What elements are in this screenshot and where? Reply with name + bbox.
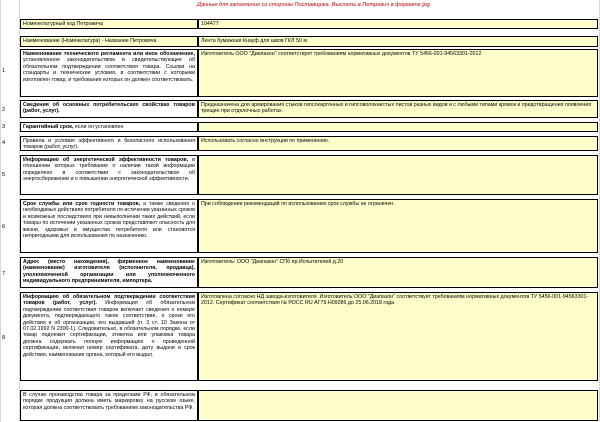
value-cell[interactable] — [198, 155, 598, 195]
value-cell[interactable]: Изготовлена согласно НД завода-изготовителя. Изготовитель ООО "Диапазон" соответствует требованиям нормативных документов ТУ 5456-001-94563301-2012. Сертификат соответствия № РОСС RU АГ79.Н09286 до 25.06.2018 года — [198, 292, 598, 381]
value-cell[interactable]: Изготовитель: ООО "Диапазон" СПб пр.Испытателей д.20 — [198, 257, 598, 288]
row-number: 2 — [2, 107, 6, 113]
row-number: 8 — [2, 335, 6, 341]
value-cell[interactable] — [198, 390, 598, 421]
value-cell[interactable]: Изготовитель ООО "Диапазон" соответствует требованиям нормативных документов ТУ 5456-001-94563301-2012 — [198, 49, 598, 97]
label-cell[interactable]: В случае производства товара за пределами РФ, в обязательном порядке продукция должна иметь маркировку на русском языке, которая должна соответствовать требованиям законодательства РФ. — [20, 390, 198, 421]
value-cell[interactable] — [198, 122, 598, 132]
label-cell[interactable]: Срок службы или срок годности товаров, а также сведения о необходимых действиях потребителя по истечении указанных сроков и возможных последствиях при невыполнении таких действий, если товары по истечении указанных сроков представляют опасность для жизни, здоровья и имущества потребителя или становятся непригодными для использования по назначению. — [20, 199, 198, 253]
label-cell[interactable]: Наименование технического регламента или иное обозначение, установленное законодательством и свидетельствующее об обязательном подтверждении соответствия товара. Ссылки на стандарты и технические условия, в соответствии с которыми изготовлен товар, и требования которых он должен соответствовать. — [20, 49, 198, 97]
row-number: 4 — [2, 140, 6, 146]
label-cell[interactable]: Номенклатурный код Петровича — [20, 19, 198, 29]
row-number: 7 — [2, 271, 6, 277]
value-cell[interactable]: 104477 — [198, 19, 598, 29]
row-number: 1 — [2, 68, 6, 74]
label-cell[interactable]: Гарантийный срок, если он установлен — [20, 122, 198, 132]
row-number: 5 — [2, 172, 6, 178]
label-cell[interactable]: Правила и условия эффективного и безопасного использования товаров (работ, услуг). — [20, 136, 198, 151]
label-cell[interactable]: Наименование (Номенклатура) - Название Петровича — [20, 36, 198, 47]
value-cell[interactable]: При соблюдении рекомендаций по использованию срок службы не ограничен. — [198, 199, 598, 253]
label-cell[interactable]: Информацию об энергетической эффективности товаров, в отношении которых требование о наличии такой информации определено в соответствии с законодательством об энергосбережении и о повышении энергетической эффективности. — [20, 155, 198, 195]
header-note: Данные для заполнения со стороны Поставщика. Выслать в Петрович в формате jpg — [197, 2, 430, 8]
row-number: 3 — [2, 124, 6, 130]
grid-line — [0, 0, 1, 422]
value-cell[interactable]: Предназначена для армирования стыков гипсокартонных и гипсоволокнистых листов разных видов и с любыми типами кромок и предотвращения появления трещин при отделочных работах. — [198, 100, 598, 118]
row-number: 6 — [2, 224, 6, 230]
value-cell[interactable]: Использовать согласно инструкции по применению. — [198, 136, 598, 151]
label-cell[interactable]: Сведения об основных потребительских свойствах товаров (работ, услуг). — [20, 100, 198, 118]
value-cell[interactable]: Лента бумажная Кнауф для швов ГКЛ 50 м — [198, 36, 598, 47]
label-cell[interactable]: Информацию об обязательном подтверждении соответствия товаров (работ, услуг). Информация об обязательном подтверждении соответствия товаров включает сведения о номере документа, подтверждающего такое соответствие, о сроке его действия и об организации, его выдавшей (п. 3 ст. 10 Закона от 07.02.1992 N 2300-1). Следовательно, в обязательном порядке, если товар подлежит сертификации, этикетка или упаковка товара должна содержать полную информацию о проведенной сертификации, включая номер сертификата, дату выдачи и срок действия, наименование органа, который его выдал. — [20, 292, 198, 381]
label-cell[interactable]: Адрес (место нахождения), фирменное наименование (наименование) изготовителя (исполнителя, продавца), уполномоченной организации или уполномоченного индивидуального предпринимателя, импортера. — [20, 257, 198, 288]
